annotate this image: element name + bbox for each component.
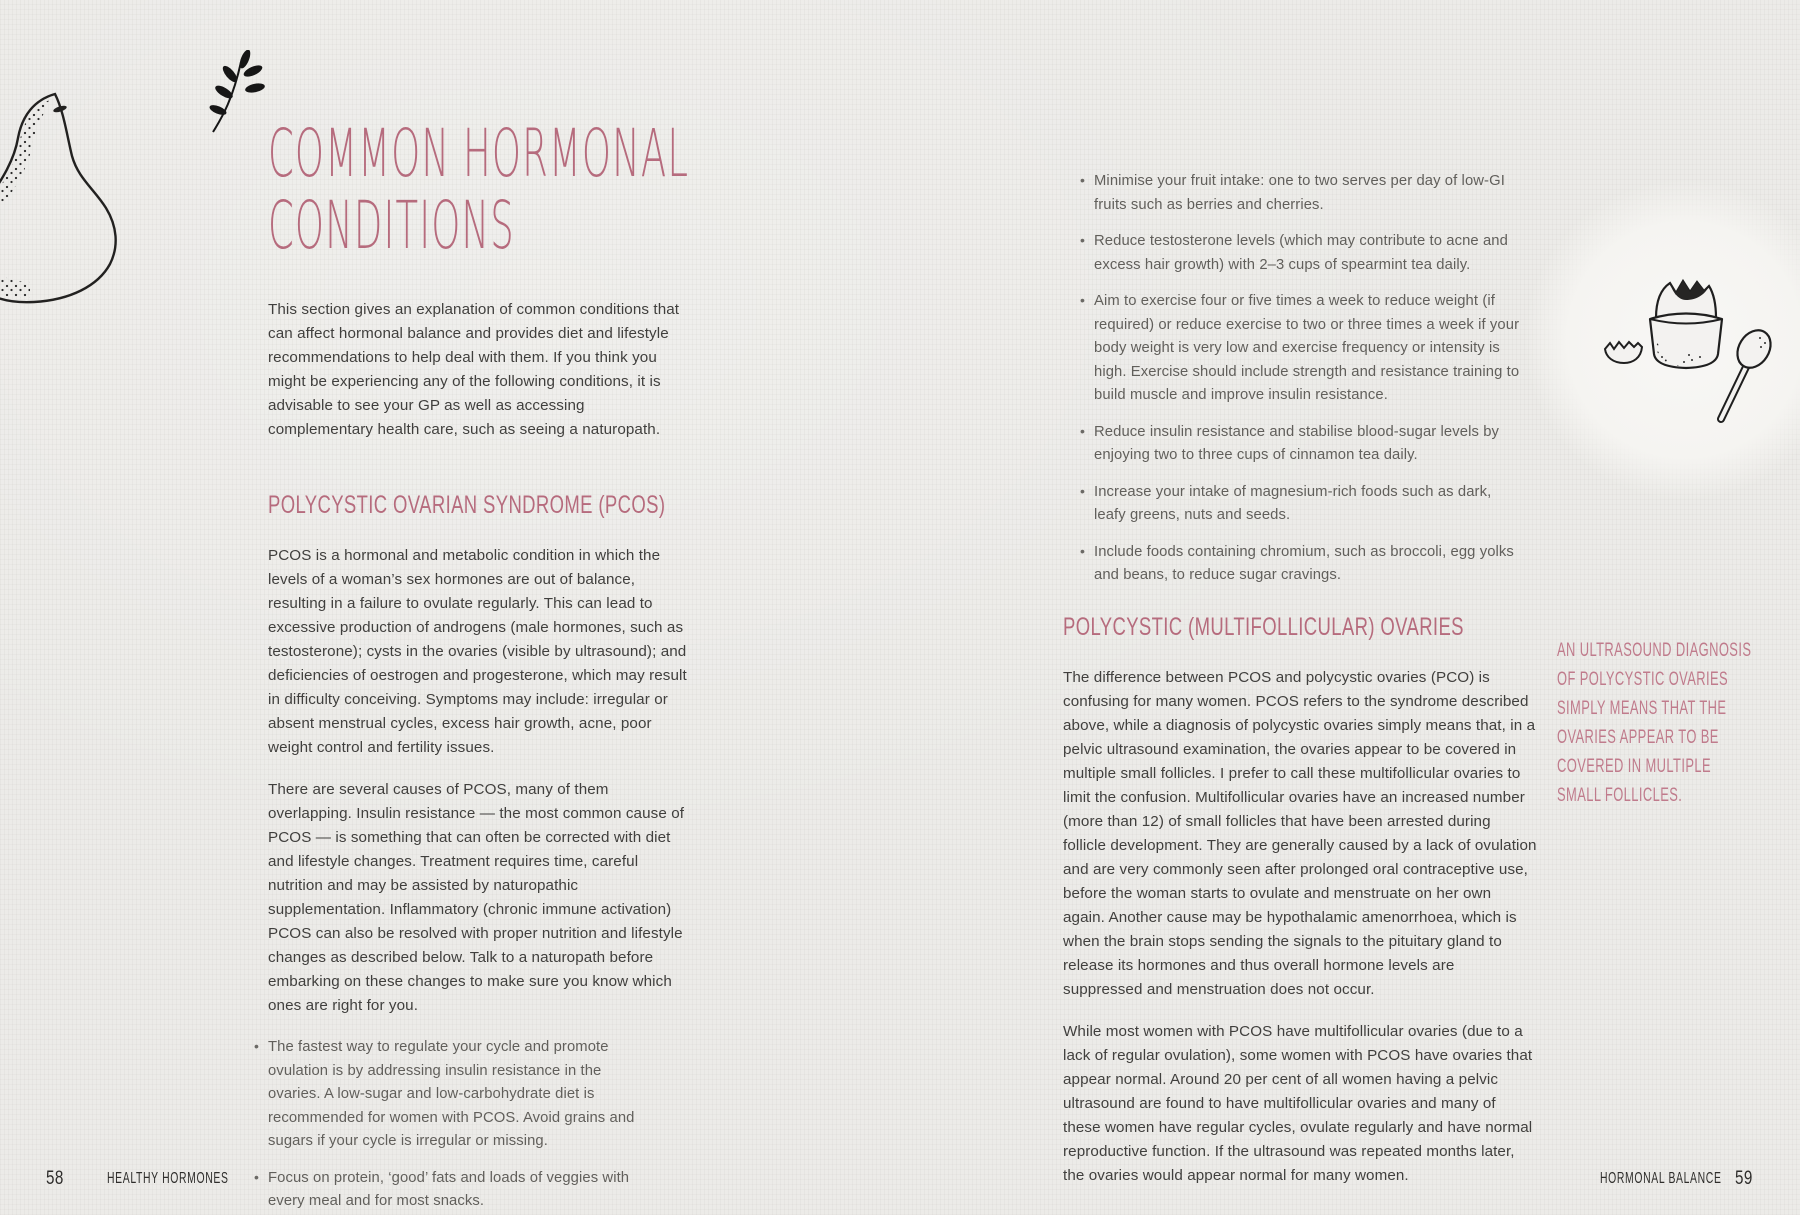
page-number-left: 58: [46, 1168, 64, 1189]
section-heading-pcos: POLYCYSTIC OVARIAN SYNDROME (PCOS): [268, 491, 666, 519]
running-head-right: HORMONAL BALANCE: [1600, 1170, 1722, 1187]
pcos-paragraph-1: PCOS is a hormonal and metabolic condition in which the levels of a woman’s sex hormones are out of balance, resulting in a failure to ovulate regularly. This can lead to excessive production of androgens (male hormones, such as testosterone); cysts in the ovaries (visible by ultrasound); and deficiencies of oestrogen and progesterone, which may result in difficulty conceiving. Symptoms may include: irregular or absent menstrual cycles, excess hair growth, acne, poor weight control and fertility issues.: [268, 547, 687, 756]
leaf-branch-illustration: [203, 50, 267, 134]
running-head-left: HEALTHY HORMONES: [107, 1170, 229, 1187]
pull-quote-line: SIMPLY MEANS THAT THE: [1557, 698, 1727, 719]
pco-paragraph-1: The difference between PCOS and polycystic ovaries (PCO) is confusing for many women. PCOS refers to the syndrome described above, while a diagnosis of polycystic ovaries simply means that, in a pelvic ultrasound examination, the ovaries appear to be covered in multiple small follicles. I prefer to call these multifollicular ovaries to limit the confusion. Multifollicular ovaries have an increased number (more than 12) of small follicles that have been arrested during follicle development. They are generally caused by a lack of ovulation and are very commonly seen after prolonged oral contraceptive use, before the woman starts to ovulate and menstruate on her own again. Another cause may be hypothalamic amenorrhoea, which is when the brain stops sending the signals to the pituitary gland to release its hormones and thus overall hormone levels are suppressed and menstruation does not occur.: [1063, 668, 1537, 998]
pull-quote-line: AN ULTRASOUND DIAGNOSIS: [1557, 640, 1752, 661]
pear-illustration: [0, 86, 120, 306]
list-item: • Include foods containing chromium, such as broccoli, egg yolks and beans, to reduce sugar cravings.: [1080, 541, 1522, 588]
list-item: • The fastest way to regulate your cycle and promote ovulation is by addressing insulin resistance in the ovaries. A low-sugar and low-carbohydrate diet is recommended for women with PCOS. Avoid grains and sugars if your cycle is irregular or missing.: [254, 1036, 654, 1154]
section-heading-pco: POLYCYSTIC (MULTIFOLLICULAR) OVARIES: [1063, 612, 1464, 641]
pcos-paragraph-2: There are several causes of PCOS, many of them overlapping. Insulin resistance — the most common cause of PCOS — is something that can often be corrected with diet and lifestyle changes. Treatment requires time, careful nutrition and may be assisted by naturopathic supplementation. Inflammatory (chronic immune activation) PCOS can also be resolved with proper nutrition and lifestyle changes as described below. Talk to a naturopath before embarking on these changes to make sure you know which ones are right for you.: [268, 781, 685, 1014]
pco-paragraph-2: While most women with PCOS have multifollicular ovaries (due to a lack of regular ovulation), some women with PCOS have ovaries that appear normal. Around 20 per cent of all women having a pelvic ultrasound are found to have multifollicular ovaries and many of these women have regular cycles, ovulate regularly and have normal reproductive function. If the ultrasound was repeated months later, the ovaries would appear normal for many women.: [1063, 1022, 1533, 1184]
left-column: [268, 115, 693, 1215]
list-item: • Focus on protein, ‘good’ fats and loads of veggies with every meal and for most snacks.: [254, 1167, 654, 1214]
pcos-recommendation-list: [1063, 170, 1537, 588]
list-item: • Reduce testosterone levels (which may contribute to acne and excess hair growth) with 2–3 cups of spearmint tea daily.: [1080, 230, 1522, 277]
intro-paragraph: This section gives an explanation of common conditions that can affect hormonal balance and provides diet and lifestyle recommendations to help deal with them. If you think you might be experiencing any of the following conditions, it is advisable to see your GP as well as accessing complementary health care, such as seeing a naturopath.: [268, 301, 680, 438]
pull-quote-line: COVERED IN MULTIPLE: [1557, 756, 1711, 777]
list-item: • Increase your intake of magnesium-rich foods such as dark, leafy greens, nuts and seeds.: [1080, 481, 1522, 528]
pull-quote-line: SMALL FOLLICLES.: [1557, 785, 1683, 806]
pull-quote: [1557, 636, 1767, 810]
right-column: [1063, 152, 1537, 1188]
list-item: • Aim to exercise four or five times a week to reduce weight (if required) or reduce exercise to two or three times a week if your body weight is very low and exercise frequency or intensity is high. Exercise should include strength and resistance training to build muscle and improve insulin resistance.: [1080, 290, 1522, 408]
page-number-right: 59: [1735, 1168, 1753, 1189]
page-title: [268, 115, 693, 264]
pull-quote-line: OVARIES APPEAR TO BE: [1557, 727, 1719, 748]
right-page: [900, 0, 1800, 1215]
pull-quote-line: OF POLYCYSTIC OVARIES: [1557, 669, 1729, 690]
list-item: • Minimise your fruit intake: one to two serves per day of low-GI fruits such as berries and cherries.: [1080, 170, 1522, 217]
boiled-egg-illustration: [1580, 235, 1800, 445]
list-item: • Reduce insulin resistance and stabilise blood-sugar levels by enjoying two to three cups of cinnamon tea daily.: [1080, 421, 1522, 468]
title-line-1: COMMON HORMONAL: [268, 115, 690, 192]
title-line-2: CONDITIONS: [268, 187, 515, 264]
pcos-bullet-list: [268, 1036, 693, 1214]
